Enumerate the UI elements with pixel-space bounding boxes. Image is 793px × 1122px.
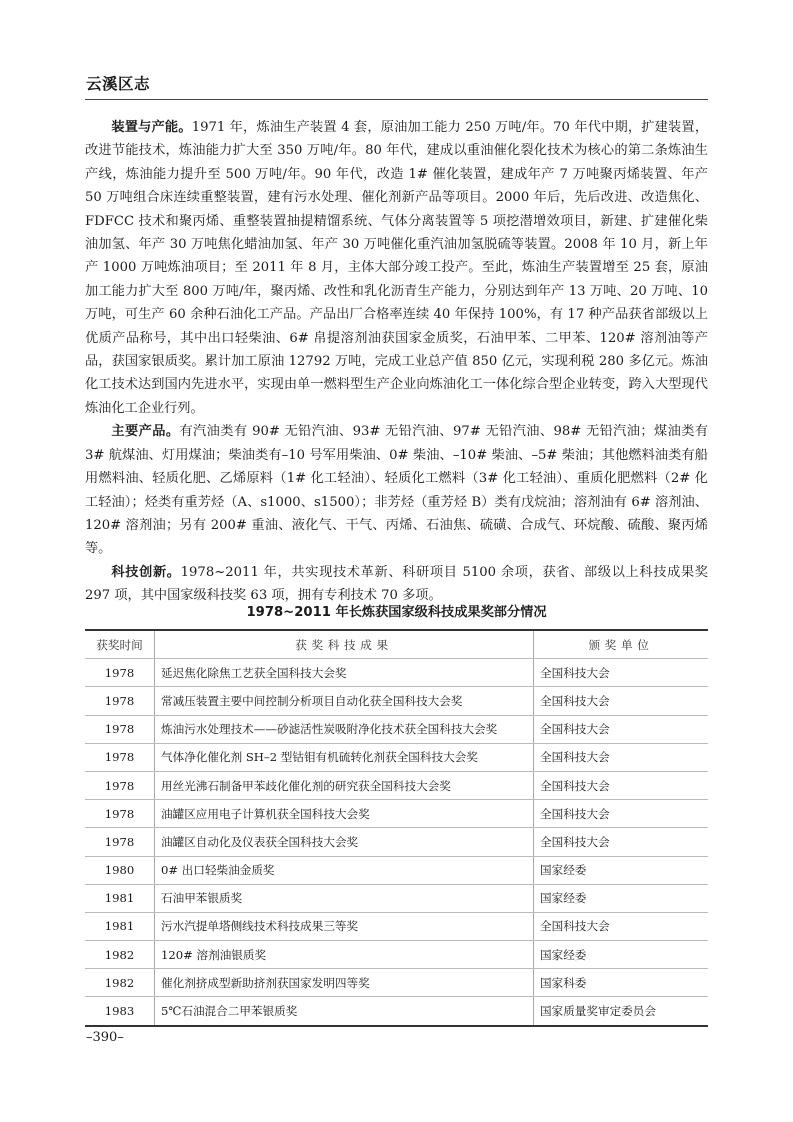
table-title: 1978~2011 年长炼获国家级科技成果奖部分情况 xyxy=(246,605,547,620)
paragraph-lead: 科技创新。 xyxy=(111,564,181,580)
cell-year: 1978 xyxy=(85,828,155,856)
header-achievement: 获奖科技成果 xyxy=(155,630,534,659)
cell-achievement: 炼油污水处理技术——砂滤活性炭吸附净化技术获全国科技大会奖 xyxy=(155,715,534,743)
table-row xyxy=(85,771,708,799)
cell-year: 1982 xyxy=(85,969,155,997)
cell-achievement: 延迟焦化除焦工艺获全国科技大会奖 xyxy=(155,659,534,687)
cell-awarding-body: 全国科技大会 xyxy=(534,687,709,715)
cell-awarding-body: 国家经委 xyxy=(534,856,709,884)
cell-year: 1980 xyxy=(85,856,155,884)
paragraph-lead: 主要产品。 xyxy=(111,424,180,440)
paragraph-text: 1971 年，炼油生产装置 4 套，原油加工能力 250 万吨/年。70 年代中期，扩建装置，改进节能技术，炼油能力扩大至 350 万吨/年。80 年代，建成以重油催化裂化技术为核心的第二条炼油生产线，炼油能力提升至 500 万吨/年。90 年代，改造 1# 催化装置，建成年产 7 万吨聚丙烯装置、年产 50 万吨组合床连续重整装置，建有污水处理、催化剂新产品等项目。2000 年后，先后改进、改造焦化、FDFCC 技术和聚丙烯、重整装置抽提精馏系统、气体分离装置等 5 项挖潜增效项目，新建、扩建催化柴油加氢、年产 30 万吨焦化蜡油加氢、年产 30 万吨催化重汽油加氢脱硫等装置。2008 年 10 月，新上年产 1000 万吨炼油项目；至 2011 年 8 月，主体大部分竣工投产。至此，炼油生产装置增至 25 套，原油加工能力扩大至 800 万吨/年，聚丙烯、改性和乳化沥青生产能力，分别达到年产 13 万吨、20 万吨、10 万吨，可生产 60 余种石油化工产品。产品出厂合格率连续 40 年保持 100%，有 17 种产品获省部级以上优质产品称号，其中出口轻柴油、6# 帛提溶剂油获国家金质奖，石油甲苯、二甲苯、120# 溶剂油等产品，获国家银质奖。累计加工原油 12792 万吨，完成工业总产值 850 亿元，实现利税 280 多亿元。炼油化工技术达到国内先进水平，实现由单一燃料型生产企业向炼油化工一体化综合型企业转变，跨入大型现代炼油化工企业行列。 xyxy=(85,120,709,416)
header-rule xyxy=(85,99,708,100)
paragraph-lead: 装置与产能。 xyxy=(111,120,192,135)
cell-achievement: 催化剂挤成型新助挤剂获国家发明四等奖 xyxy=(155,969,534,997)
paragraph-products xyxy=(85,420,708,560)
table-row xyxy=(85,743,708,771)
cell-awarding-body: 国家经委 xyxy=(534,884,709,912)
cell-awarding-body: 全国科技大会 xyxy=(534,715,709,743)
cell-awarding-body: 国家质量奖审定委员会 xyxy=(540,1004,656,1019)
cell-awarding-body: 全国科技大会 xyxy=(534,800,709,828)
cell-year: 1978 xyxy=(85,687,155,715)
cell-year: 1978 xyxy=(85,743,155,771)
table-row xyxy=(85,687,708,715)
cell-year: 1981 xyxy=(85,884,155,912)
cell-achievement: 120# 溶剂油银质奖 xyxy=(155,941,534,969)
header-awarding-body: 颁奖单位 xyxy=(534,630,709,659)
cell-awarding-body: 国家经委 xyxy=(534,941,709,969)
table-row xyxy=(85,715,708,743)
cell-awarding-body: 国家科委 xyxy=(534,969,709,997)
cell-achievement: 气体净化催化剂 SH–2 型钴钼有机硫转化剂获全国科技大会奖 xyxy=(155,743,534,771)
table-row xyxy=(85,884,708,912)
table-row xyxy=(85,997,708,1026)
cell-year: 1982 xyxy=(85,941,155,969)
paragraph-text: 有汽油类有 90# 无铅汽油、93# 无铅汽油、97# 无铅汽油、98# 无铅汽油；煤油类有 3# 航煤油、灯用煤油；柴油类有–10 号军用柴油、0# 柴油、–10# 柴油、–5# 柴油；其他燃料油类有船用燃料油、轻质化肥、乙烯原料（1# 化工轻油）、轻质化工燃料（3# 化工轻油）、重质化肥燃料（2# 化工轻油）；烃类有重芳烃（A、s1000、s1500）；非芳烃（重芳烃 B）类有戊烷油；溶剂油有 6# 溶剂油、120# 溶剂油；另有 200# 重油、液化气、干气、丙烯、石油焦、硫磺、合成气、环烷酸、硫酸、聚丙烯等。 xyxy=(85,424,709,557)
cell-achievement: 油罐区自动化及仪表获全国科技大会奖 xyxy=(155,828,534,856)
cell-achievement: 0# 出口轻柴油金质奖 xyxy=(155,856,534,884)
cell-achievement: 用丝光沸石制备甲苯歧化催化剂的研究获全国科技大会奖 xyxy=(155,771,534,799)
cell-achievement: 石油甲苯银质奖 xyxy=(155,884,534,912)
cell-year: 1978 xyxy=(85,715,155,743)
table-row xyxy=(85,659,708,687)
cell-achievement: 5℃石油混合二甲苯银质奖 xyxy=(155,997,534,1026)
cell-year: 1978 xyxy=(85,800,155,828)
table-row xyxy=(85,800,708,828)
cell-awarding-body: 全国科技大会 xyxy=(534,828,709,856)
running-head: 云溪区志 xyxy=(86,75,151,93)
cell-year: 1981 xyxy=(85,912,155,940)
cell-year: 1983 xyxy=(85,997,155,1026)
table-header-row xyxy=(85,630,708,659)
header-award-year: 获奖时间 xyxy=(85,630,155,659)
cell-year: 1978 xyxy=(85,771,155,799)
cell-achievement: 污水汽提单塔侧线技术科技成果三等奖 xyxy=(155,912,534,940)
cell-awarding-body: 全国科技大会 xyxy=(534,771,709,799)
cell-achievement: 油罐区应用电子计算机获全国科技大会奖 xyxy=(155,800,534,828)
cell-awarding-body: 全国科技大会 xyxy=(534,743,709,771)
paragraph-capacity xyxy=(85,116,708,420)
table-row xyxy=(85,941,708,969)
awards-table xyxy=(85,629,708,1027)
paragraph-text: 1978~2011 年，共实现技术革新、科研项目 5100 余项，获省、部级以上科技成果奖 297 项，其中国家级科技奖 63 项，拥有专利技术 70 多项。 xyxy=(85,564,708,604)
table-row xyxy=(85,828,708,856)
cell-awarding-body: 全国科技大会 xyxy=(534,659,709,687)
table-row xyxy=(85,969,708,997)
table-row xyxy=(85,912,708,940)
table-row xyxy=(85,856,708,884)
cell-year: 1978 xyxy=(85,659,155,687)
cell-achievement: 常减压装置主要中间控制分析项目自动化获全国科技大会奖 xyxy=(155,687,534,715)
body-text xyxy=(85,116,708,608)
cell-awarding-body: 全国科技大会 xyxy=(534,912,709,940)
page-number: –390– xyxy=(86,1030,124,1045)
